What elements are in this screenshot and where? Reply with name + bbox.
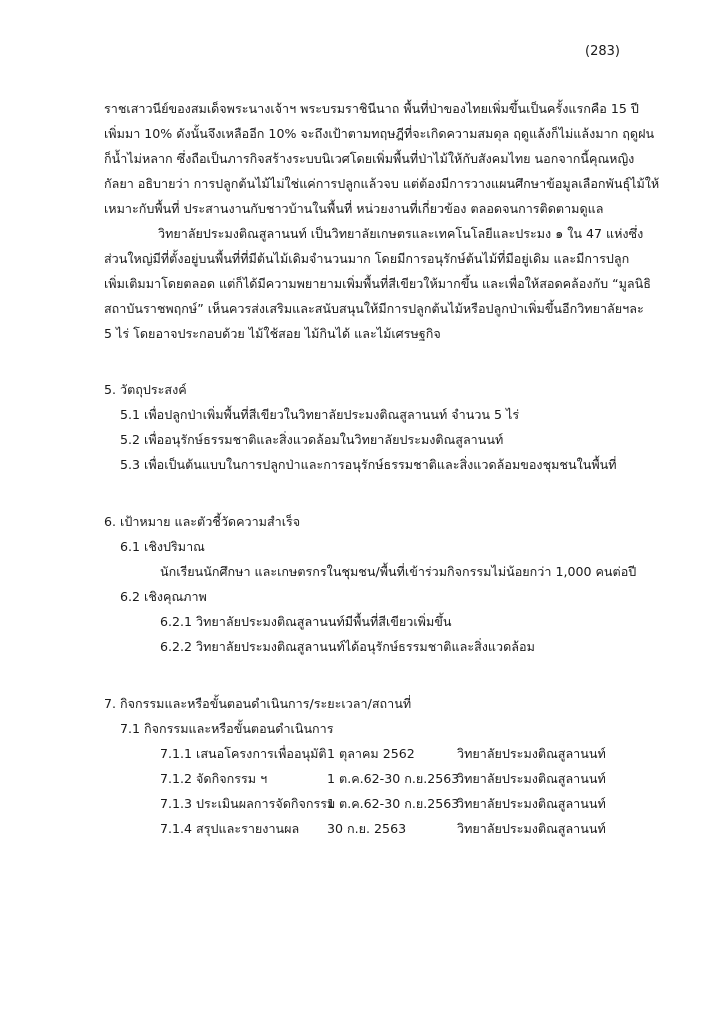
page-number: (283) — [585, 44, 620, 59]
section-7-heading: 7. กิจกรรมและหรือขั้นตอนดำเนินการ/ระยะเวลา/สถานที่ — [104, 696, 412, 711]
objective-item: 5.1 เพื่อปลูกป่าเพิ่มพื้นที่สีเขียวในวิทยาลัยประมงติณสูลานนท์ จำนวน 5 ไร่ — [120, 407, 520, 422]
activities-subheading: 7.1 กิจกรรมและหรือขั้นตอนดำเนินการ — [120, 721, 334, 736]
quality-heading: 6.2 เชิงคุณภาพ — [120, 589, 207, 604]
activity-name: 7.1.3 ประเมินผลการจัดกิจกรรม — [160, 796, 336, 811]
objective-item: 5.3 เพื่อเป็นต้นแบบในการปลูกป่าและการอนุรักษ์ธรรมชาติและสิ่งแวดล้อมของชุมชนในพื้นที่ — [120, 457, 617, 472]
activity-date: 30 ก.ย. 2563 — [327, 821, 407, 836]
activity-place: วิทยาลัยประมงติณสูลานนท์ — [457, 746, 606, 761]
section-5-heading: 5. วัตถุประสงค์ — [104, 382, 187, 397]
paragraph-line: วิทยาลัยประมงติณสูลานนท์ เป็นวิทยาลัยเกษตรและเทคโนโลยีและประมง ๑ ใน 47 แห่งซึ่ง — [158, 226, 644, 241]
paragraph-line: ส่วนใหญ่มีที่ตั้งอยู่บนพื้นที่ที่มีต้นไม้เดิมจำนวนมาก โดยมีการอนุรักษ์ต้นไม้ที่มีอยู่เดิม และมีการปลูก — [104, 251, 630, 266]
section-6-heading: 6. เป้าหมาย และตัวชี้วัดความสำเร็จ — [104, 514, 301, 529]
paragraph-line: กัลยา อธิบายว่า การปลูกต้นไม้ไม่ใช่แค่การปลูกแล้วจบ แต่ต้องมีการวางแผนศึกษาข้อมูลเลือกพันธุ์ไม้ให้ — [104, 176, 660, 191]
paragraph-line: เพิ่มเติมมาโดยตลอด แต่ก็ได้มีความพยายามเพิ่มพื้นที่สีเขียวให้มากขึ้น และเพื่อให้สอดคล้องกับ “มูลนิธิ — [104, 276, 651, 291]
activity-name: 7.1.4 สรุปและรายงานผล — [160, 821, 300, 836]
quality-item: 6.2.1 วิทยาลัยประมงติณสูลานนท์มีพื้นที่สีเขียวเพิ่มขึ้น — [160, 614, 452, 629]
paragraph-line: ก็น้ำไม่หลาก ซึ่งถือเป็นภารกิจสร้างระบบนิเวศโดยเพิ่มพื้นที่ป่าไม้ให้กับสังคมไทย นอกจากนี้คุณหญิง — [104, 151, 635, 166]
paragraph-line: เพิ่มมา 10% ดังนั้นจึงเหลืออีก 10% จะถึงเป้าตามทฤษฎีที่จะเกิดความสมดุล ฤดูแล้งก็ไม่แล้งมาก ฤดูฝน — [104, 126, 655, 141]
activity-name: 7.1.2 จัดกิจกรรม ฯ — [160, 771, 268, 786]
activity-place: วิทยาลัยประมงติณสูลานนท์ — [457, 821, 606, 836]
quantity-heading: 6.1 เชิงปริมาณ — [120, 539, 205, 554]
paragraph-line: ราชเสาวนีย์ของสมเด็จพระนางเจ้าฯ พระบรมราชินีนาถ พื้นที่ป่าของไทยเพิ่มขึ้นเป็นครั้งแรกคือ 15 ปี — [104, 101, 639, 116]
quantity-text: นักเรียนนักศึกษา และเกษตรกรในชุมชน/พื้นที่เข้าร่วมกิจกรรมไม่น้อยกว่า 1,000 คนต่อปี — [160, 564, 637, 579]
activity-place: วิทยาลัยประมงติณสูลานนท์ — [457, 771, 606, 786]
activity-place: วิทยาลัยประมงติณสูลานนท์ — [457, 796, 606, 811]
paragraph-line: เหมาะกับพื้นที่ ประสานงานกับชาวบ้านในพื้นที่ หน่วยงานที่เกี่ยวข้อง ตลอดจนการติดตามดูแล — [104, 201, 604, 216]
objective-item: 5.2 เพื่ออนุรักษ์ธรรมชาติและสิ่งแวดล้อมในวิทยาลัยประมงติณสูลานนท์ — [120, 432, 504, 447]
activity-name: 7.1.1 เสนอโครงการเพื่ออนุมัติ — [160, 746, 327, 761]
activity-date: 1 ตุลาคม 2562 — [327, 746, 415, 761]
quality-item: 6.2.2 วิทยาลัยประมงติณสูลานนท์ได้อนุรักษ์ธรรมชาติและสิ่งแวดล้อม — [160, 639, 535, 654]
paragraph-line: สถาบันราชพฤกษ์” เห็นควรส่งเสริมและสนับสนุนให้มีการปลูกต้นไม้หรือปลูกป่าเพิ่มขึ้นอีกวิทยาลัยฯละ — [104, 301, 644, 316]
activity-date: 1 ต.ค.62-30 ก.ย.2563 — [327, 796, 460, 811]
paragraph-line: 5 ไร่ โดยอาจประกอบด้วย ไม้ใช้สอย ไม้กินได้ และไม้เศรษฐกิจ — [104, 326, 441, 341]
activity-date: 1 ต.ค.62-30 ก.ย.2563 — [327, 771, 460, 786]
